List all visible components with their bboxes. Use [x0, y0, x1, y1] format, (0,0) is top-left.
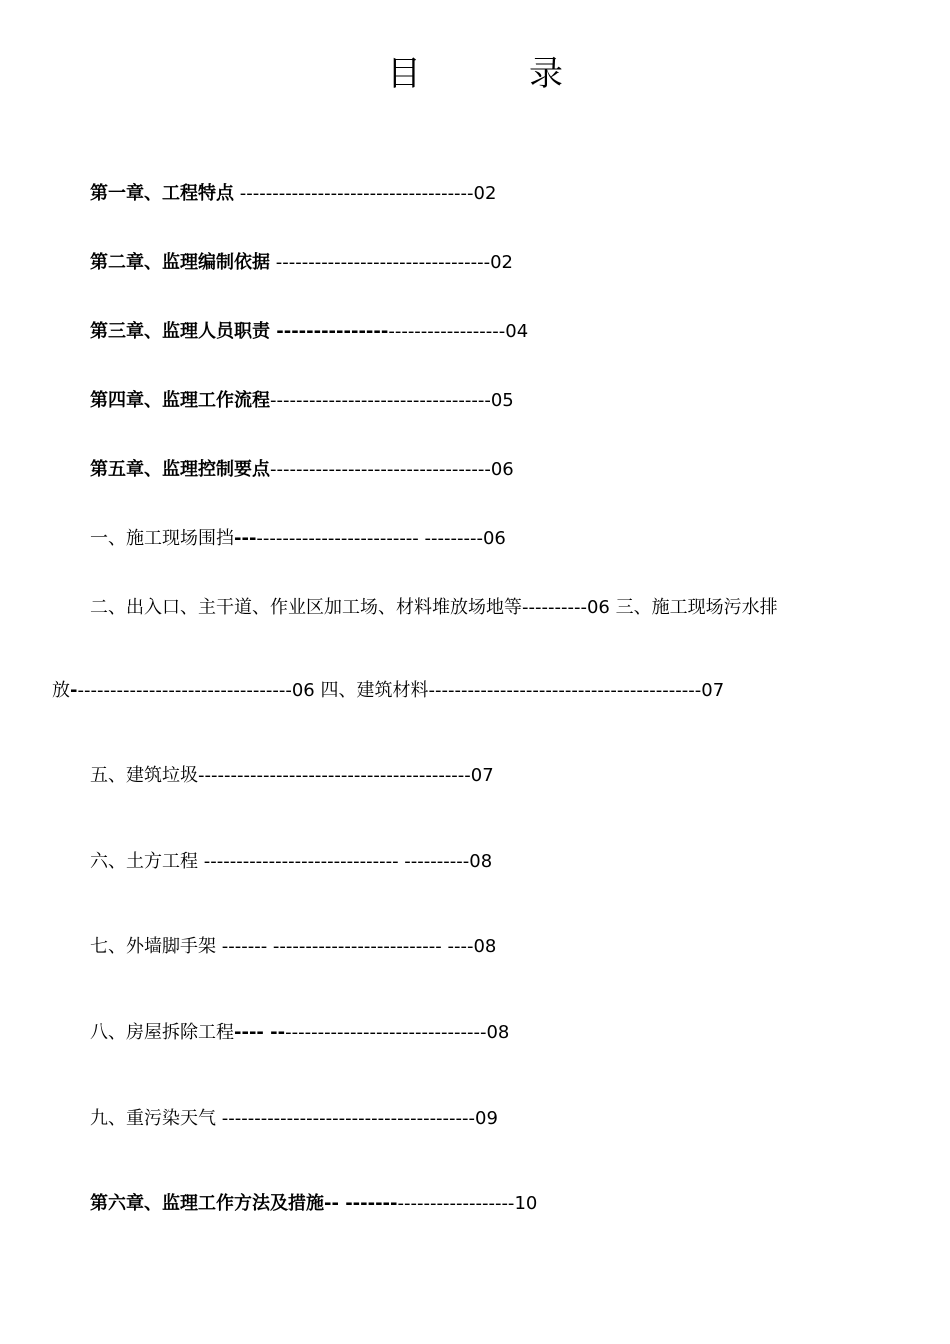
- toc-entry-leader: -------------------------------: [285, 1022, 487, 1043]
- toc-entry-leader: ------------------------------ ----------: [198, 851, 470, 872]
- toc-entry-label: 第二章、监理编制依据: [90, 252, 270, 273]
- toc-entry-label: 五、建筑垃圾: [90, 765, 198, 786]
- toc-entry-page: 05: [490, 390, 514, 411]
- toc-entry-section-6[interactable]: [90, 849, 492, 875]
- toc-entry-label: 第五章、监理控制要点: [90, 459, 270, 480]
- toc-entry-label: 第四章、监理工作流程: [90, 390, 270, 411]
- toc-entry-page: 07: [470, 765, 494, 786]
- title-char-1: 目: [387, 54, 421, 94]
- toc-entry-section-4-leader: ------------------------------------------: [428, 680, 702, 701]
- toc-entry-leader: ------------------: [397, 1193, 515, 1214]
- toc-entry-page: 06: [482, 528, 506, 549]
- toc-entry-chapter-5[interactable]: [90, 457, 514, 483]
- toc-entry-section-2[interactable]: [90, 595, 778, 621]
- toc-entry-chapter-6[interactable]: [90, 1191, 537, 1217]
- toc-entry-leader: ------------------: [388, 321, 506, 342]
- toc-entry-page: 06: [586, 597, 610, 618]
- toc-entry-label: 第三章、监理人员职责: [90, 321, 270, 342]
- page-title: [0, 52, 950, 96]
- toc-entry-page: 06: [490, 459, 514, 480]
- toc-entry-leader: ------------------------------------------: [198, 765, 471, 786]
- toc-entry-page: 04: [505, 321, 529, 342]
- toc-entry-page: 08: [473, 936, 497, 957]
- toc-entry-leader-bold: -- -------: [324, 1193, 398, 1214]
- toc-entry-page: 08: [486, 1022, 510, 1043]
- toc-entry-section-9[interactable]: [90, 1106, 498, 1132]
- toc-entry-chapter-2[interactable]: [90, 250, 513, 276]
- toc-entry-leader-bold: ---- --: [234, 1022, 286, 1043]
- toc-entry-label: 六、土方工程: [90, 851, 198, 872]
- toc-entry-label: 放: [52, 680, 70, 701]
- title-char-2: 录: [529, 54, 563, 94]
- toc-entry-section-8[interactable]: [90, 1020, 509, 1046]
- toc-entry-label: 第六章、监理工作方法及措施: [90, 1193, 324, 1214]
- toc-entry-leader: ------------------------- ---------: [256, 528, 483, 549]
- toc-entry-section-3-4[interactable]: [52, 678, 724, 704]
- toc-entry-leader: ---------------------------------: [77, 680, 292, 701]
- toc-entry-section-5[interactable]: [90, 763, 494, 789]
- toc-entry-page: 10: [514, 1193, 538, 1214]
- toc-entry-section-3-start: 三、施工现场污水排: [609, 597, 778, 618]
- toc-entry-page: 08: [469, 851, 493, 872]
- toc-entry-section-7[interactable]: [90, 934, 496, 960]
- toc-entry-label: 第一章、工程特点: [90, 183, 234, 204]
- toc-entry-leader: ----------------------------------: [270, 459, 491, 480]
- toc-entry-label: 二、出入口、主干道、作业区加工场、材料堆放场地等: [90, 597, 522, 618]
- toc-entry-chapter-3[interactable]: [90, 319, 528, 345]
- toc-entry-label: 九、重污染天气: [90, 1108, 216, 1129]
- toc-entry-page: 06: [291, 680, 315, 701]
- toc-entry-leader: ------------------------------------: [234, 183, 474, 204]
- toc-entry-label: 八、房屋拆除工程: [90, 1022, 234, 1043]
- toc-entry-page: 02: [490, 252, 513, 273]
- toc-entry-leader: ----------: [522, 597, 587, 618]
- toc-entry-page: 09: [475, 1108, 498, 1129]
- toc-entry-chapter-1[interactable]: [90, 181, 496, 207]
- toc-entry-leader: ------- -------------------------- ----: [216, 936, 474, 957]
- toc-entry-leader: ----------------------------------: [270, 390, 491, 411]
- toc-entry-section-4-page: 07: [701, 680, 725, 701]
- toc-entry-section-4-label: 四、建筑材料: [314, 680, 429, 701]
- toc-entry-label: 一、施工现场围挡: [90, 528, 234, 549]
- toc-entry-section-1[interactable]: [90, 526, 506, 552]
- toc-entry-label: 七、外墙脚手架: [90, 936, 216, 957]
- toc-entry-leader: ---------------------------------------: [216, 1108, 476, 1129]
- toc-entry-leader-bold: ---------------: [270, 321, 389, 342]
- toc-entry-leader-bold: -: [70, 680, 78, 701]
- toc-entry-leader: ---------------------------------: [270, 252, 491, 273]
- toc-entry-chapter-4[interactable]: [90, 388, 514, 414]
- toc-entry-page: 02: [473, 183, 497, 204]
- toc-entry-leader-bold: ---: [234, 528, 257, 549]
